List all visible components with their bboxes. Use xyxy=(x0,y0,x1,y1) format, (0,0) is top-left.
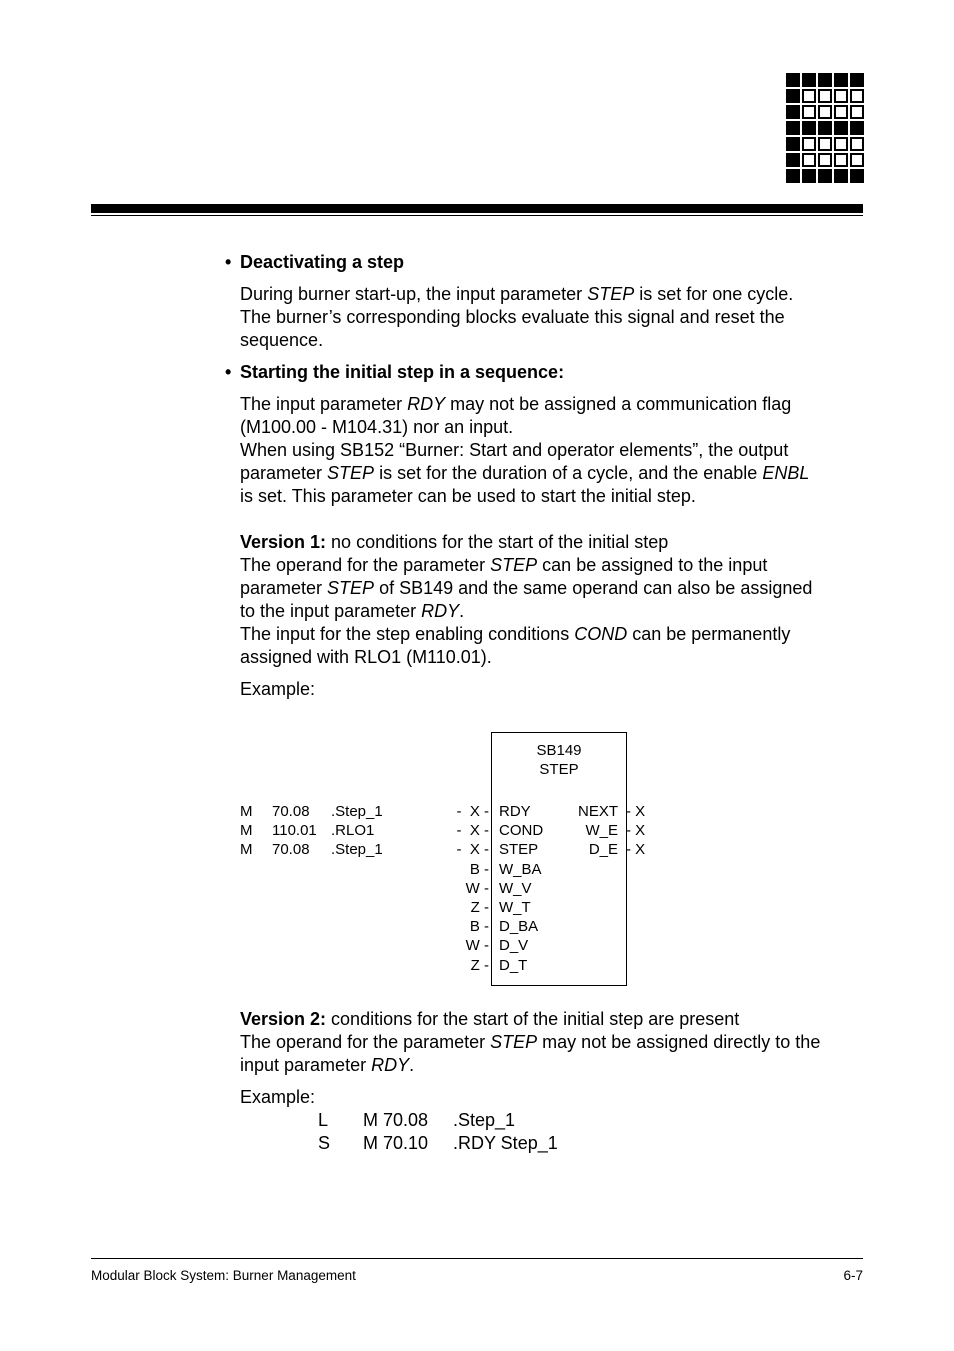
output-param-name: NEXT xyxy=(577,803,618,820)
text: During burner start-up, the input parameter xyxy=(240,284,588,304)
text: may not be assigned a communication flag xyxy=(445,394,792,414)
footer-rule xyxy=(91,1258,863,1259)
logo-square xyxy=(802,121,816,135)
logo-square xyxy=(786,73,800,87)
code-operation: L xyxy=(318,1110,329,1130)
logo-square xyxy=(818,121,832,135)
text-line xyxy=(240,1031,865,1054)
text-line xyxy=(240,439,865,462)
logo-square xyxy=(818,169,832,183)
input-param-name: RDY xyxy=(499,803,531,820)
logo-square xyxy=(786,121,800,135)
block-name: SB149 xyxy=(536,742,582,759)
output-param-type: - X xyxy=(626,841,646,859)
italic-term: STEP xyxy=(490,555,538,575)
logo-square xyxy=(818,137,832,151)
logo-square xyxy=(802,137,816,151)
text: to the input parameter xyxy=(240,601,422,621)
operand-symbol: .Step_1 xyxy=(331,841,383,859)
logo-square xyxy=(786,169,800,183)
text-line xyxy=(240,577,865,600)
input-param-name: W_T xyxy=(499,899,531,916)
text: The input for the step enabling conditions xyxy=(240,624,575,644)
output-param-type: - X xyxy=(626,822,646,840)
output-param-type: - X xyxy=(626,803,646,820)
italic-term: RDY xyxy=(407,394,446,414)
bold-text: Version 2: xyxy=(240,1009,327,1029)
italic-term: STEP xyxy=(587,284,635,304)
paragraph-version1 xyxy=(240,531,865,669)
text-line xyxy=(240,554,865,577)
page-number: 6-7 xyxy=(843,1268,863,1283)
text-line xyxy=(240,623,865,646)
italic-term: RDY xyxy=(421,601,460,621)
text: is set for the duration of a cycle, and the enable xyxy=(374,463,763,483)
italic-term: STEP xyxy=(327,578,375,598)
output-param-name: W_E xyxy=(585,822,618,840)
text-line xyxy=(240,600,865,623)
operand-symbol: .RLO1 xyxy=(331,822,375,840)
input-param-name: D_V xyxy=(499,937,529,955)
code-symbol: .Step_1 xyxy=(453,1110,516,1130)
text-line xyxy=(240,393,865,416)
text-line xyxy=(240,1054,865,1077)
company-logo xyxy=(786,73,864,183)
heading-text: Deactivating a step xyxy=(240,252,405,272)
text-line xyxy=(240,646,865,669)
text: no conditions for the start of the initial step xyxy=(326,532,669,552)
version2-content xyxy=(240,1008,865,1118)
text-line xyxy=(240,306,865,329)
input-param-type: - X - xyxy=(456,841,489,859)
text: The input parameter xyxy=(240,394,408,414)
text: . xyxy=(459,601,465,621)
input-param-type: Z - xyxy=(470,899,489,916)
text: The operand for the parameter xyxy=(240,555,491,575)
header-rule-thick xyxy=(91,204,863,213)
logo-square xyxy=(786,105,800,119)
input-param-name: STEP xyxy=(499,841,539,859)
italic-term: ENBL xyxy=(762,463,810,483)
logo-square xyxy=(802,89,816,103)
input-param-type: W - xyxy=(465,879,489,897)
operand-address: 70.08 xyxy=(272,803,310,820)
heading-text: Starting the initial step in a sequence: xyxy=(240,362,565,382)
italic-term: COND xyxy=(574,624,628,644)
footer-title: Modular Block System: Burner Management xyxy=(91,1268,356,1283)
code-operation: S xyxy=(318,1133,331,1153)
input-param-name: D_T xyxy=(499,956,528,974)
logo-square xyxy=(850,89,864,103)
logo-square xyxy=(802,105,816,119)
text: The burner’s corresponding blocks evaluate this signal and reset the xyxy=(240,307,785,327)
logo-square xyxy=(786,89,800,103)
code-operand: M 70.10 xyxy=(363,1133,429,1153)
logo-square xyxy=(834,89,848,103)
italic-term: RDY xyxy=(371,1055,410,1075)
logo-square xyxy=(834,153,848,167)
input-param-name: D_BA xyxy=(499,918,539,936)
operand-address: 70.08 xyxy=(272,841,310,859)
input-param-type: W - xyxy=(465,937,489,955)
logo-square xyxy=(786,153,800,167)
italic-term: STEP xyxy=(490,1032,538,1052)
logo-square xyxy=(802,153,816,167)
input-param-type: Z - xyxy=(470,956,489,974)
text: sequence. xyxy=(240,330,324,350)
example-label-2: Example: xyxy=(240,1087,316,1107)
bold-text: Version 1: xyxy=(240,532,327,552)
text: (M100.00 - M104.31) nor an input. xyxy=(240,417,514,437)
logo-square xyxy=(850,137,864,151)
text: conditions for the start of the initial step are present xyxy=(326,1009,740,1029)
bullet-icon: • xyxy=(225,252,232,272)
bullet-heading-initial-step xyxy=(225,361,865,384)
logo-square xyxy=(834,137,848,151)
logo-square xyxy=(850,153,864,167)
paragraph-version2 xyxy=(240,1008,865,1077)
text: is set. This parameter can be used to start the initial step. xyxy=(240,486,696,506)
logo-square xyxy=(850,169,864,183)
input-param-type: - X - xyxy=(456,822,489,840)
logo-square xyxy=(786,137,800,151)
input-param-type: B - xyxy=(469,860,489,878)
example-label: Example: xyxy=(240,679,316,699)
paragraph-initial-step xyxy=(240,393,865,508)
text: input parameter xyxy=(240,1055,372,1075)
input-param-name: W_BA xyxy=(499,860,542,878)
text: assigned with RLO1 (M110.01). xyxy=(240,647,492,667)
logo-square xyxy=(834,105,848,119)
logo-square xyxy=(834,169,848,183)
logo-square xyxy=(818,73,832,87)
text: When using SB152 “Burner: Start and operator elements”, the output xyxy=(240,440,789,460)
header-rule-thin xyxy=(91,215,863,216)
input-param-type: - X - xyxy=(456,803,489,820)
logo-square xyxy=(802,73,816,87)
text: The operand for the parameter xyxy=(240,1032,491,1052)
bullet-heading-deactivating xyxy=(225,251,865,274)
text-line xyxy=(240,485,865,508)
text-line xyxy=(240,531,865,554)
logo-square xyxy=(834,121,848,135)
text: of SB149 and the same operand can also be assigned xyxy=(374,578,813,598)
logo-square xyxy=(834,73,848,87)
output-param-name: D_E xyxy=(588,841,618,859)
operand-type: M xyxy=(240,841,253,859)
text: can be permanently xyxy=(627,624,791,644)
logo-square xyxy=(850,105,864,119)
text: can be assigned to the input xyxy=(537,555,768,575)
logo-square xyxy=(818,105,832,119)
text-line xyxy=(240,462,865,485)
input-param-name: COND xyxy=(499,822,544,840)
logo-square xyxy=(802,169,816,183)
text: parameter xyxy=(240,578,328,598)
block-diagram-sb149 xyxy=(240,732,880,988)
text-line xyxy=(240,329,865,352)
text: . xyxy=(409,1055,415,1075)
text-line xyxy=(240,1008,865,1031)
text: may not be assigned directly to the xyxy=(537,1032,821,1052)
operand-symbol: .Step_1 xyxy=(331,803,383,820)
text-line xyxy=(240,283,865,306)
main-content xyxy=(225,251,865,710)
input-param-type: B - xyxy=(469,918,489,936)
italic-term: STEP xyxy=(327,463,375,483)
code-operand: M 70.08 xyxy=(363,1110,429,1130)
logo-square xyxy=(818,89,832,103)
operand-address: 110.01 xyxy=(272,822,317,840)
paragraph-deactivating xyxy=(240,283,865,352)
operand-type: M xyxy=(240,822,253,840)
block-subtitle: STEP xyxy=(539,761,579,778)
logo-square xyxy=(850,121,864,135)
logo-square xyxy=(818,153,832,167)
text: parameter xyxy=(240,463,328,483)
logo-square xyxy=(850,73,864,87)
bullet-icon: • xyxy=(225,362,232,382)
input-param-name: W_V xyxy=(499,879,532,897)
text: is set for one cycle. xyxy=(634,284,794,304)
operand-type: M xyxy=(240,803,253,820)
text-line xyxy=(240,416,865,439)
code-symbol: .RDY Step_1 xyxy=(453,1133,558,1153)
